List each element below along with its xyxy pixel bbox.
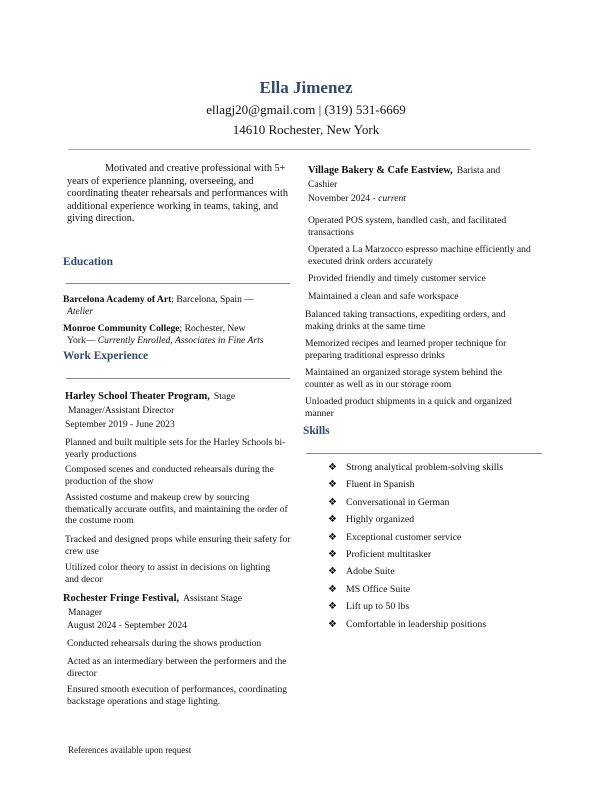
skill-label: Strong analytical problem-solving skills bbox=[346, 462, 504, 473]
skill-item bbox=[328, 479, 548, 496]
skill-label: Lift up to 50 lbs bbox=[346, 601, 410, 613]
diamond-bullet-icon: ❖ bbox=[328, 548, 337, 560]
diamond-bullet-icon: ❖ bbox=[328, 479, 337, 491]
contact-line: ellagj20@gmail.com | (319) 531-6669 bbox=[206, 102, 406, 117]
skill-label: Fluent in Spanish bbox=[346, 479, 415, 491]
diamond-bullet-icon: ❖ bbox=[328, 601, 337, 613]
job-title bbox=[308, 163, 548, 191]
diamond-bullet-icon: ❖ bbox=[328, 462, 337, 473]
job-bullet: Unloaded product shipments in a quick and organized manner bbox=[305, 396, 512, 419]
skills-divider bbox=[306, 453, 542, 454]
job-title bbox=[65, 389, 300, 417]
diamond-bullet-icon: ❖ bbox=[328, 583, 337, 595]
summary-paragraph: Motivated and creative professional with 5+ years of experience planning, overseeing, and coordinating theater rehearsals and performances with additional experience working in teams, taking, and giving direction. bbox=[67, 163, 288, 225]
job-bullet: Memorized recipes and learned proper technique for preparing traditional espresso drinks bbox=[305, 338, 507, 361]
job-organization: Harley School Theater Program, bbox=[65, 391, 210, 402]
skill-item bbox=[328, 566, 548, 583]
skills-list bbox=[328, 462, 548, 636]
school-detail-prefix: York— bbox=[67, 334, 96, 346]
school-detail: Currently Enrolled, Associates in Fine Arts bbox=[97, 334, 264, 346]
job-role-cont: Cashier bbox=[308, 179, 338, 190]
job-dates: August 2024 - September 2024 bbox=[67, 620, 187, 631]
job-bullet: Composed scenes and conducted rehearsals during the production of the show bbox=[65, 464, 274, 487]
job-bullet: Planned and built multiple sets for the Harley Schools bi-yearly productions bbox=[65, 437, 286, 460]
job-bullet: Maintained a clean and safe workspace bbox=[308, 291, 459, 302]
job-title bbox=[63, 591, 303, 619]
skill-item bbox=[328, 619, 548, 636]
education-item bbox=[63, 323, 295, 346]
diamond-bullet-icon: ❖ bbox=[328, 531, 337, 543]
skill-item bbox=[328, 532, 548, 549]
work-divider bbox=[66, 378, 290, 379]
skill-label: Conversational in German bbox=[346, 496, 450, 508]
skill-item bbox=[328, 584, 548, 601]
job-dates-start: November 2024 - bbox=[308, 193, 376, 204]
skill-label: Highly organized bbox=[346, 514, 415, 526]
work-heading: Work Experience bbox=[63, 350, 149, 362]
school-location: ; Rochester, New bbox=[179, 323, 246, 334]
education-item bbox=[63, 294, 295, 317]
job-bullet: Tracked and designed props while ensuring their safety for crew use bbox=[65, 534, 291, 557]
location-line: 14610 Rochester, New York bbox=[232, 122, 380, 137]
job-organization: Rochester Fringe Festival, bbox=[63, 593, 180, 604]
job-role: Assistant Stage bbox=[183, 593, 242, 604]
job-bullet: Balanced taking transactions, expediting orders, and making drinks at the same time bbox=[305, 309, 506, 332]
skill-item bbox=[328, 497, 548, 514]
header-divider bbox=[68, 149, 530, 150]
skill-label: Comfortable in leadership positions bbox=[346, 618, 487, 630]
job-dates-current: current bbox=[378, 193, 406, 204]
school-detail: Atelier bbox=[67, 305, 94, 317]
job-bullet: Provided friendly and timely customer service bbox=[308, 273, 486, 284]
diamond-bullet-icon: ❖ bbox=[328, 566, 337, 578]
school-name: Barcelona Academy of Art bbox=[63, 294, 172, 305]
job-bullet: Maintained an organized storage system behind the counter as well as in our storage room bbox=[305, 367, 502, 390]
skills-heading: Skills bbox=[303, 425, 330, 437]
school-name: Monroe Community College bbox=[63, 323, 180, 334]
job-bullet: Utilized color theory to assist in decisions on lighting and decor bbox=[65, 562, 271, 585]
job-organization: Village Bakery & Cafe Eastview, bbox=[308, 165, 453, 176]
skill-label: Exceptional customer service bbox=[346, 531, 462, 543]
diamond-bullet-icon: ❖ bbox=[328, 618, 337, 630]
job-role-cont: Manager bbox=[68, 607, 103, 618]
job-bullet: Acted as an intermediary between the performers and the director bbox=[67, 656, 287, 679]
skill-label: Adobe Suite bbox=[346, 566, 395, 578]
skill-label: MS Office Suite bbox=[346, 583, 411, 595]
job-bullet: Assisted costume and makeup crew by sourcing thematically accurate outfits, and maintaining the order of the costume room bbox=[65, 492, 288, 526]
job-bullet: Ensured smooth execution of performances, coordinating backstage operations and stage lighting. bbox=[67, 684, 288, 707]
job-bullet: Conducted rehearsals during the shows production bbox=[67, 638, 262, 649]
education-divider bbox=[66, 283, 290, 284]
references-note: References available upon request bbox=[68, 745, 192, 755]
job-bullet: Operated POS system, handled cash, and facilitated transactions bbox=[308, 215, 507, 238]
job-role-cont: Manager/Assistant Director bbox=[68, 405, 175, 416]
diamond-bullet-icon: ❖ bbox=[328, 496, 337, 508]
job-role: Stage bbox=[213, 391, 236, 402]
skill-item bbox=[328, 549, 548, 566]
skill-item bbox=[328, 601, 548, 618]
job-dates bbox=[308, 193, 406, 205]
skill-label: Proficient multitasker bbox=[346, 548, 432, 560]
skill-item bbox=[328, 514, 548, 531]
education-heading: Education bbox=[63, 256, 114, 268]
job-role: Barista and bbox=[456, 165, 501, 176]
job-bullet: Operated a La Marzocco espresso machine efficiently and executed drink orders accurately bbox=[308, 244, 531, 267]
skill-item bbox=[328, 462, 548, 479]
diamond-bullet-icon: ❖ bbox=[328, 514, 337, 526]
resume-name: Ella Jimenez bbox=[259, 78, 353, 97]
school-location: ; Barcelona, Spain — bbox=[171, 294, 254, 305]
job-dates: September 2019 - June 2023 bbox=[65, 419, 175, 430]
